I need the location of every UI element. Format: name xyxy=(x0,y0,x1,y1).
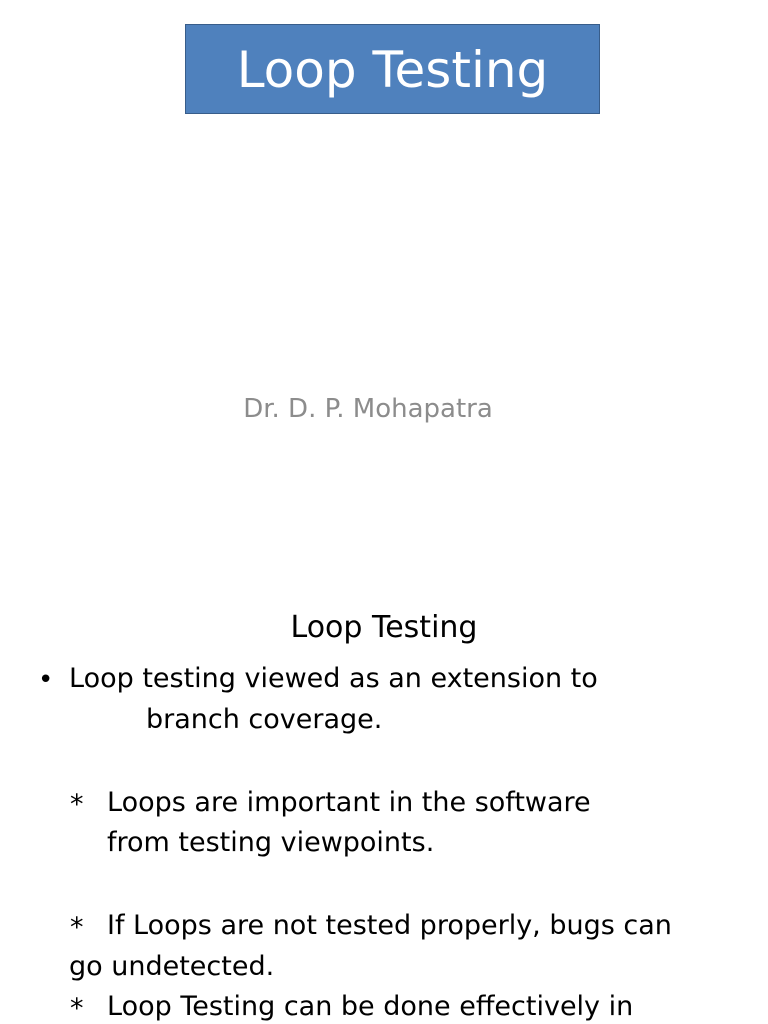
bullet-line-1: Loop testing viewed as an extension to xyxy=(69,663,598,694)
item-1-line-2: from testing viewpoints. xyxy=(107,827,435,858)
item-1-marker: * xyxy=(70,789,84,820)
slide2-title: Loop Testing xyxy=(290,610,478,645)
author-name: Dr. D. P. Mohapatra xyxy=(243,394,493,424)
slide-title: Loop Testing xyxy=(236,41,549,99)
item-2-line-2: go undetected. xyxy=(69,951,275,982)
item-2-line-1: If Loops are not tested properly, bugs can xyxy=(107,910,672,941)
item-2-marker: * xyxy=(70,912,84,943)
item-3-line-1: Loop Testing can be done effectively in xyxy=(107,991,634,1022)
bullet-line-2: branch coverage. xyxy=(146,704,383,735)
bullet-dot: • xyxy=(38,665,54,695)
item-1-line-1: Loops are important in the software xyxy=(107,787,591,818)
slide-2 xyxy=(0,555,768,1024)
item-3-marker: * xyxy=(70,993,84,1024)
title-box xyxy=(185,24,600,114)
